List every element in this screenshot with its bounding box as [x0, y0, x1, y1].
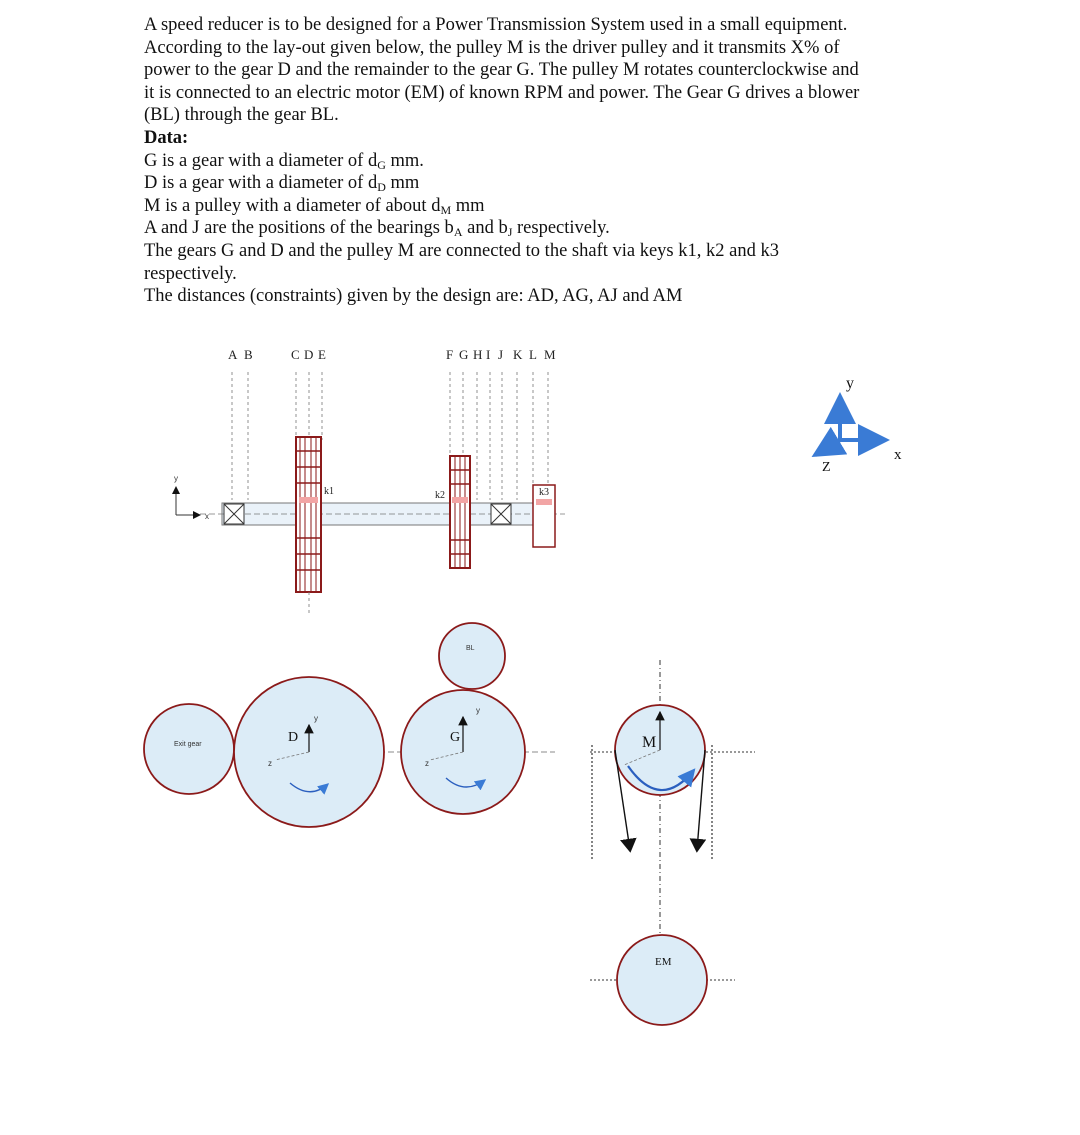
key-k1 [299, 497, 318, 503]
intro-line: (BL) through the gear BL. [144, 105, 339, 126]
electric-motor-label: EM [655, 956, 672, 968]
distances-line: The distances (constraints) given by the design are: AD, AG, AJ and AM [144, 286, 683, 307]
intro-line: A speed reducer is to be designed for a Power Transmission System used in a small equipment. [144, 15, 848, 35]
position-label: H [473, 347, 483, 362]
keys-line: The gears G and D and the pulley M are connected to the shaft via keys k1, k2 and k3 [144, 240, 779, 261]
bearing-a [224, 504, 244, 524]
position-label: E [318, 347, 326, 362]
position-label: G [459, 347, 469, 362]
subscript: M [440, 202, 452, 217]
position-label: K [513, 347, 523, 362]
subscript: J [507, 225, 513, 240]
text-fragment: mm [451, 195, 485, 216]
position-label: F [446, 347, 454, 362]
axis-label: z [268, 759, 272, 768]
data-heading: Data: [144, 127, 189, 148]
text-fragment: and b [462, 218, 508, 239]
subscript: D [377, 180, 386, 195]
key-k2 [452, 497, 468, 503]
text-fragment: respectively. [512, 218, 610, 239]
text-fragment: mm. [385, 150, 424, 171]
bearing-j [491, 504, 511, 524]
gear-d-side-view [296, 437, 321, 615]
axis-label: y [314, 714, 318, 723]
intro-line: it is connected to an electric motor (EM) of known RPM and power. The Gear G drives a blower [144, 82, 860, 103]
axis-label: y [174, 474, 178, 483]
axis-label-x: x [894, 447, 902, 463]
gear-g-side-view [450, 456, 470, 568]
gear-g-label: G [450, 730, 461, 745]
blower-gear-label: BL [466, 645, 475, 652]
position-label: D [304, 347, 314, 362]
key-label: k2 [435, 490, 445, 501]
intro-line: According to the lay-out given below, the pulley M is the driver pulley and it transmits X% of [144, 37, 840, 58]
text-fragment: M is a pulley with a diameter of about d [144, 195, 441, 216]
key-labels [324, 486, 549, 501]
axes-3d-icon [815, 375, 902, 475]
position-label: M [544, 347, 556, 362]
text-fragment: A and J are the positions of the bearings b [144, 218, 454, 239]
text-fragment: G is a gear with a diameter of d [144, 150, 378, 171]
axis-label-z: Z [822, 460, 831, 475]
position-label: B [244, 347, 253, 362]
key-k3 [536, 499, 552, 505]
subscript: A [453, 225, 463, 240]
axis-label: y [476, 706, 480, 715]
position-label: L [529, 347, 537, 362]
position-label: J [498, 347, 504, 362]
pulley-m-front-view [592, 660, 712, 940]
keys-line: respectively. [144, 263, 237, 284]
key-label: k3 [539, 487, 549, 498]
blower-gear [439, 623, 505, 689]
guide-lines [232, 372, 548, 500]
gear-d-label: D [288, 730, 299, 745]
exit-gear-label: Exit gear [174, 741, 202, 748]
gear-g-front-view [401, 690, 525, 814]
subscript: G [377, 157, 386, 172]
key-label: k1 [324, 486, 334, 497]
position-label: A [228, 347, 238, 362]
axis-label-y: y [846, 375, 854, 392]
intro-line: power to the gear D and the remainder to the gear G. The pulley M rotates counterclockwise and [144, 60, 859, 81]
axis-label: z [425, 759, 429, 768]
exit-gear [144, 704, 234, 794]
pulley-m-label: M [642, 734, 657, 751]
position-label: I [486, 347, 491, 362]
position-labels [228, 347, 556, 362]
gear-d-front-view [234, 677, 384, 827]
text-fragment: D is a gear with a diameter of d [144, 173, 378, 194]
position-label: C [291, 347, 300, 362]
electric-motor [590, 935, 735, 1025]
text-fragment: mm [385, 173, 420, 194]
axis-label: x [205, 512, 209, 521]
